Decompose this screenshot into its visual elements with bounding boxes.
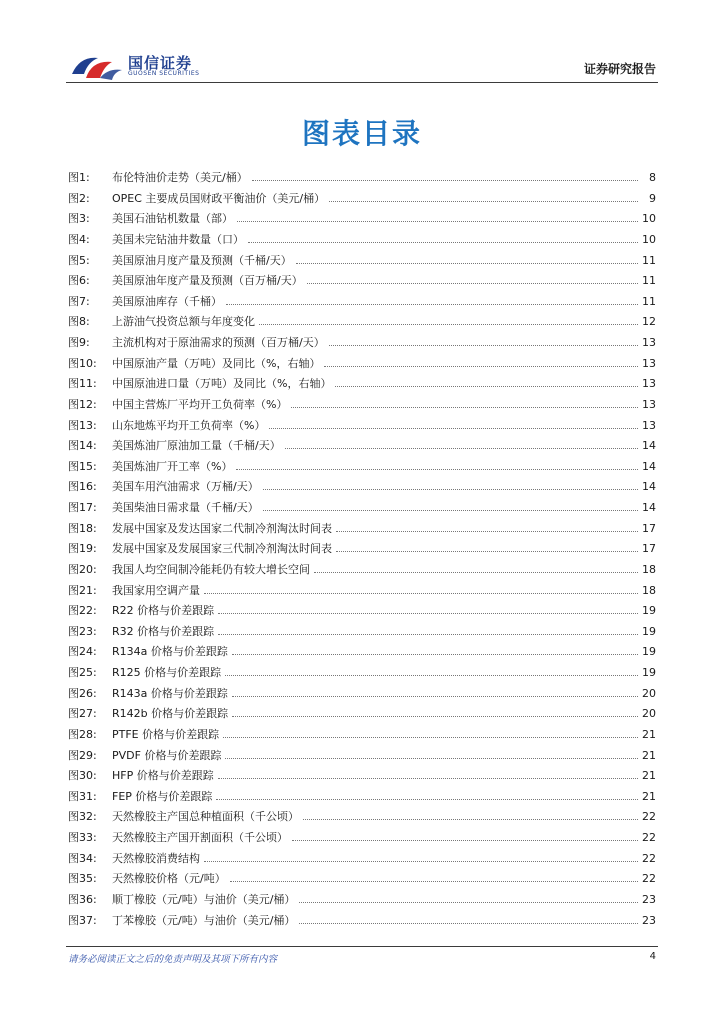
- page-title: 图表目录: [301, 117, 422, 150]
- toc-entry[interactable]: [68, 417, 656, 438]
- toc-entry-title: 美国未完钻油井数量（口）: [112, 232, 244, 246]
- toc-entry-label: 图30:: [68, 769, 97, 783]
- toc-entry-page: 19: [642, 604, 656, 618]
- toc-entry-label: 图13:: [68, 418, 97, 432]
- toc-entry-page: 13: [642, 336, 656, 349]
- toc-entry-page: 14: [642, 459, 656, 473]
- toc-leader-dots: [204, 853, 638, 862]
- toc-entry-page: 13: [642, 356, 656, 370]
- toc-entry-title: 我国家用空调产量: [112, 583, 200, 597]
- toc-entry-title: 布伦特油价走势（美元/桶）: [112, 171, 248, 184]
- toc-entry-page: 14: [642, 480, 656, 494]
- toc-entry[interactable]: [68, 850, 656, 871]
- toc-entry-page: 8: [649, 171, 656, 184]
- toc-entry-title: 美国柴油日需求量（千桶/天）: [112, 501, 259, 514]
- toc-entry-label: 图8:: [68, 315, 90, 329]
- toc-entry-title: 上游油气投资总额与年度变化: [112, 315, 255, 329]
- toc-entry-title: R32 价格与价差跟踪: [112, 624, 215, 638]
- toc-leader-dots: [307, 275, 638, 284]
- toc-entry[interactable]: [68, 808, 656, 829]
- toc-leader-dots: [232, 688, 638, 697]
- toc-entry-label: 图24:: [68, 645, 97, 659]
- toc-entry-title: R22 价格与价差跟踪: [112, 604, 215, 618]
- toc-entry[interactable]: [68, 313, 656, 334]
- toc-leader-dots: [232, 646, 638, 655]
- toc-leader-dots: [226, 296, 638, 305]
- footer-divider: [66, 946, 658, 947]
- page-number: 4: [649, 951, 656, 962]
- toc-entry[interactable]: [68, 561, 656, 582]
- toc-leader-dots: [248, 234, 638, 243]
- toc-entry-title: 美国原油月度产量及预测（千桶/天）: [112, 253, 292, 267]
- toc-entry-label: 图29:: [68, 748, 97, 762]
- brand-name: 国信证券: [128, 54, 193, 72]
- toc-entry-title: 顺丁橡胶（元/吨）与油价（美元/桶）: [112, 892, 296, 906]
- toc-list: [68, 169, 656, 932]
- toc-entry-page: 12: [642, 315, 656, 329]
- toc-entry-title: 美国炼油厂开工率（%）: [112, 459, 233, 473]
- toc-entry-title: 中国原油进口量（万吨）及同比（%，右轴）: [112, 377, 332, 391]
- toc-entry[interactable]: [68, 643, 656, 664]
- toc-entry[interactable]: [68, 767, 656, 788]
- toc-leader-dots: [296, 255, 638, 264]
- toc-leader-dots: [335, 378, 638, 387]
- toc-entry-label: 图26:: [68, 686, 97, 700]
- toc-entry-page: 17: [642, 521, 656, 535]
- toc-entry-title: R142b 价格与价差跟踪: [112, 707, 229, 721]
- toc-entry[interactable]: [68, 870, 656, 891]
- toc-leader-dots: [336, 543, 638, 552]
- toc-entry-page: 13: [642, 377, 656, 391]
- toc-entry-page: 19: [642, 624, 656, 638]
- toc-entry-title: 天然橡胶主产国总种植面积（千公顷）: [112, 810, 299, 824]
- toc-leader-dots: [292, 832, 638, 841]
- toc-leader-dots: [225, 667, 638, 676]
- toc-entry-label: 图27:: [68, 707, 97, 721]
- toc-leader-dots: [218, 626, 638, 635]
- toc-entry-label: 图15:: [68, 459, 97, 473]
- toc-leader-dots: [232, 708, 638, 717]
- toc-entry-page: 18: [642, 583, 656, 597]
- toc-entry[interactable]: [68, 396, 656, 417]
- toc-entry-title: 主流机构对于原油需求的预测（百万桶/天）: [112, 336, 325, 349]
- toc-entry-page: 23: [642, 892, 656, 906]
- toc-entry-title: OPEC 主要成员国财政平衡油价（美元/桶）: [112, 191, 326, 205]
- toc-entry-label: 图11:: [68, 377, 97, 391]
- toc-entry[interactable]: [68, 169, 656, 190]
- toc-entry-title: FEP 价格与价差跟踪: [112, 789, 213, 803]
- toc-entry-page: 11: [642, 274, 656, 288]
- toc-leader-dots: [299, 915, 638, 924]
- toc-entry-title: 美国车用汽油需求（万桶/天）: [112, 480, 259, 494]
- disclaimer-note: 请务必阅读正文之后的免责声明及其项下所有内容: [68, 954, 278, 965]
- toc-entry-title: 美国原油库存（千桶）: [112, 294, 222, 308]
- toc-leader-dots: [230, 873, 638, 882]
- toc-entry-page: 14: [642, 501, 656, 514]
- toc-entry-title: 山东地炼平均开工负荷率（%）: [112, 418, 266, 432]
- toc-entry-page: 20: [642, 686, 656, 700]
- toc-entry-page: 20: [642, 707, 656, 721]
- toc-entry[interactable]: [68, 334, 656, 355]
- toc-entry-title: PTFE 价格与价差跟踪: [112, 727, 220, 741]
- toc-entry-label: 图33:: [68, 831, 97, 844]
- toc-leader-dots: [263, 502, 638, 511]
- toc-entry-label: 图31:: [68, 789, 97, 803]
- toc-entry[interactable]: [68, 747, 656, 768]
- toc-entry[interactable]: [68, 705, 656, 726]
- toc-entry[interactable]: [68, 685, 656, 706]
- toc-leader-dots: [329, 337, 638, 346]
- toc-leader-dots: [237, 213, 638, 222]
- toc-entry[interactable]: [68, 582, 656, 603]
- toc-entry-label: 图20:: [68, 562, 97, 576]
- toc-entry-label: 图7:: [68, 294, 90, 308]
- toc-entry-page: 19: [642, 666, 656, 679]
- toc-leader-dots: [299, 894, 638, 903]
- toc-entry-title: R134a 价格与价差跟踪: [112, 645, 228, 659]
- toc-entry-page: 22: [642, 831, 656, 844]
- toc-entry-label: 图34:: [68, 851, 97, 865]
- report-type-label: 证券研究报告: [583, 62, 656, 76]
- toc-entry-label: 图25:: [68, 666, 97, 679]
- toc-entry-label: 图22:: [68, 604, 97, 618]
- toc-entry-label: 图10:: [68, 356, 97, 370]
- toc-entry-page: 18: [642, 562, 656, 576]
- toc-leader-dots: [303, 811, 638, 820]
- toc-entry-page: 22: [642, 810, 656, 824]
- toc-entry[interactable]: [68, 252, 656, 273]
- toc-entry-title: 发展中国家及发展国家三代制冷剂淘汰时间表: [112, 542, 332, 556]
- toc-entry-title: 美国原油年度产量及预测（百万桶/天）: [112, 274, 303, 288]
- toc-entry-label: 图4:: [68, 232, 90, 246]
- toc-entry[interactable]: [68, 210, 656, 231]
- toc-entry[interactable]: [68, 829, 656, 850]
- toc-entry-title: 中国原油产量（万吨）及同比（%，右轴）: [112, 356, 321, 370]
- toc-entry-label: 图1:: [68, 171, 90, 184]
- toc-entry-title: PVDF 价格与价差跟踪: [112, 748, 222, 762]
- toc-leader-dots: [259, 316, 638, 325]
- toc-entry-page: 10: [642, 212, 656, 226]
- toc-entry-page: 9: [649, 191, 656, 205]
- toc-entry-page: 13: [642, 397, 656, 411]
- toc-entry-label: 图19:: [68, 542, 97, 556]
- toc-entry-title: 天然橡胶消费结构: [112, 851, 200, 865]
- toc-entry-page: 22: [642, 872, 656, 886]
- toc-leader-dots: [216, 791, 638, 800]
- toc-entry[interactable]: [68, 375, 656, 396]
- toc-entry-title: HFP 价格与价差跟踪: [112, 769, 214, 783]
- toc-entry-page: 19: [642, 645, 656, 659]
- toc-entry-page: 14: [642, 439, 656, 453]
- toc-entry-label: 图5:: [68, 253, 90, 267]
- header-divider: [66, 82, 658, 83]
- toc-entry-label: 图12:: [68, 397, 97, 411]
- toc-entry-label: 图35:: [68, 872, 97, 886]
- toc-leader-dots: [336, 523, 638, 532]
- toc-entry[interactable]: [68, 788, 656, 809]
- page-header: [0, 0, 724, 90]
- toc-entry-page: 11: [642, 253, 656, 267]
- toc-leader-dots: [225, 750, 638, 759]
- toc-leader-dots: [269, 420, 638, 429]
- toc-entry-label: 图3:: [68, 212, 90, 226]
- toc-leader-dots: [285, 440, 638, 449]
- toc-entry-page: 23: [642, 913, 656, 927]
- toc-entry-title: 天然橡胶价格（元/吨）: [112, 872, 226, 886]
- toc-entry[interactable]: [68, 437, 656, 458]
- toc-entry-title: R125 价格与价差跟踪: [112, 666, 222, 679]
- toc-leader-dots: [218, 770, 638, 779]
- toc-leader-dots: [324, 358, 638, 367]
- toc-entry-label: 图28:: [68, 727, 97, 741]
- toc-entry-label: 图16:: [68, 480, 97, 494]
- toc-entry[interactable]: [68, 272, 656, 293]
- toc-entry-page: 21: [642, 769, 656, 783]
- toc-entry-page: 22: [642, 851, 656, 865]
- toc-entry-title: 发展中国家及发达国家二代制冷剂淘汰时间表: [112, 521, 332, 535]
- toc-entry-label: 图2:: [68, 191, 90, 205]
- toc-leader-dots: [218, 605, 638, 614]
- toc-entry[interactable]: [68, 458, 656, 479]
- toc-entry-label: 图23:: [68, 624, 97, 638]
- toc-entry[interactable]: [68, 355, 656, 376]
- toc-entry-title: 美国炼油厂原油加工量（千桶/天）: [112, 439, 281, 453]
- toc-entry[interactable]: [68, 602, 656, 623]
- toc-entry-label: 图32:: [68, 810, 97, 824]
- toc-entry-label: 图9:: [68, 336, 90, 349]
- toc-entry[interactable]: [68, 190, 656, 211]
- toc-entry[interactable]: [68, 293, 656, 314]
- toc-entry[interactable]: [68, 520, 656, 541]
- toc-entry-title: 天然橡胶主产国开割面积（千公顷）: [112, 831, 288, 844]
- toc-entry[interactable]: [68, 891, 656, 912]
- toc-leader-dots: [314, 564, 638, 573]
- toc-leader-dots: [291, 399, 638, 408]
- toc-entry[interactable]: [68, 664, 656, 685]
- brand-subtitle: GUOSEN SECURITIES: [128, 70, 200, 77]
- toc-leader-dots: [329, 193, 638, 202]
- toc-entry-label: 图14:: [68, 439, 97, 453]
- toc-leader-dots: [252, 172, 638, 181]
- toc-entry[interactable]: [68, 540, 656, 561]
- toc-entry-title: 中国主营炼厂平均开工负荷率（%）: [112, 397, 288, 411]
- toc-entry-label: 图6:: [68, 274, 90, 288]
- toc-entry-page: 21: [642, 748, 656, 762]
- toc-leader-dots: [223, 729, 638, 738]
- toc-entry-title: R143a 价格与价差跟踪: [112, 686, 228, 700]
- toc-entry-page: 17: [642, 542, 656, 556]
- toc-entry-label: 图21:: [68, 583, 97, 597]
- toc-entry-page: 21: [642, 789, 656, 803]
- toc-entry-label: 图36:: [68, 892, 97, 906]
- toc-entry-page: 11: [642, 294, 656, 308]
- toc-entry[interactable]: [68, 623, 656, 644]
- toc-entry[interactable]: [68, 478, 656, 499]
- toc-entry[interactable]: [68, 499, 656, 520]
- toc-entry-page: 21: [642, 727, 656, 741]
- toc-entry-page: 13: [642, 418, 656, 432]
- toc-entry-title: 美国石油钻机数量（部）: [112, 212, 233, 226]
- toc-entry[interactable]: [68, 726, 656, 747]
- toc-leader-dots: [236, 461, 638, 470]
- toc-entry-label: 图37:: [68, 913, 97, 927]
- toc-entry-label: 图18:: [68, 521, 97, 535]
- toc-entry-title: 丁苯橡胶（元/吨）与油价（美元/桶）: [112, 913, 296, 927]
- toc-entry[interactable]: [68, 912, 656, 933]
- toc-entry-label: 图17:: [68, 501, 97, 514]
- toc-entry-page: 10: [642, 232, 656, 246]
- toc-entry[interactable]: [68, 231, 656, 252]
- toc-leader-dots: [204, 585, 638, 594]
- toc-leader-dots: [263, 481, 638, 490]
- toc-entry-title: 我国人均空间制冷能耗仍有较大增长空间: [112, 562, 310, 576]
